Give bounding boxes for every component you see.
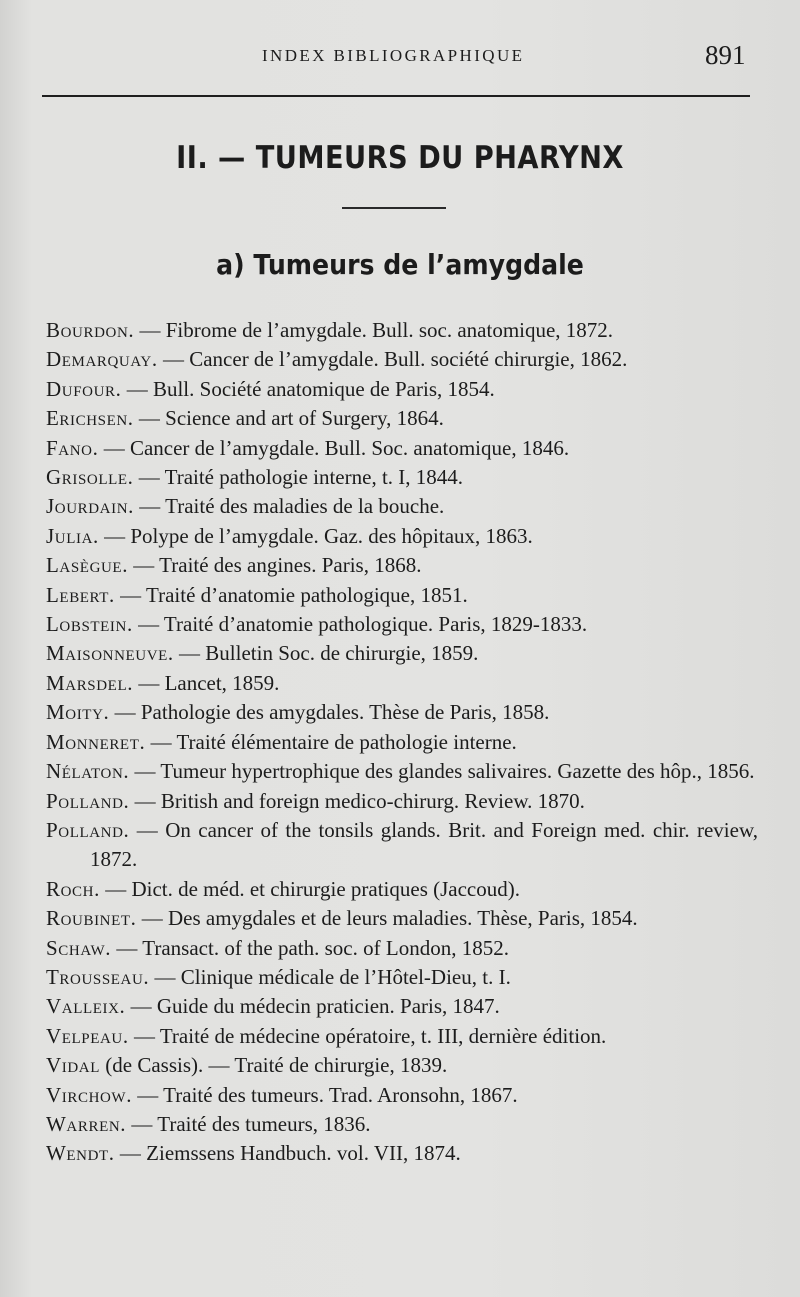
title-divider bbox=[342, 207, 446, 209]
entry-text: — Transact. of the path. soc. of London, 1852. bbox=[111, 935, 509, 960]
entry-text: (de Cassis). — Traité de chirurgie, 1839. bbox=[100, 1053, 448, 1078]
bibliography-entry bbox=[46, 728, 758, 757]
entry-text: — Traité des tumeurs. Trad. Aronsohn, 1867. bbox=[132, 1082, 518, 1107]
bibliography-entry bbox=[46, 992, 758, 1021]
entry-author: Lobstein. bbox=[46, 612, 133, 637]
entry-text: — Bull. Société anatomique de Paris, 1854. bbox=[121, 376, 495, 401]
header-rule bbox=[42, 95, 750, 97]
entry-author: Maisonneuve. bbox=[46, 641, 174, 666]
bibliography-entry bbox=[46, 316, 758, 345]
entry-author: Schaw. bbox=[46, 935, 112, 960]
entry-text: — Cancer de l’amygdale. Bull. Soc. anatomique, 1846. bbox=[98, 435, 570, 460]
bibliography-entry bbox=[46, 816, 758, 875]
entry-author: Fano. bbox=[46, 435, 99, 460]
entry-author: Valleix. bbox=[46, 994, 126, 1019]
entry-text: — Traité pathologie interne, t. I, 1844. bbox=[133, 465, 464, 490]
entry-text: — On cancer of the tonsils glands. Brit. and Foreign med. chir. review, 1872. bbox=[90, 817, 758, 872]
bibliography-entry bbox=[46, 581, 758, 610]
entry-author: Marsdel. bbox=[46, 670, 134, 695]
entry-author: Trousseau. bbox=[46, 964, 150, 989]
entry-author: Vidal bbox=[46, 1053, 100, 1078]
entry-author: Monneret. bbox=[46, 729, 146, 754]
running-title: INDEX BIBLIOGRAPHIQUE bbox=[262, 46, 525, 65]
entry-author: Lasègue. bbox=[46, 553, 129, 578]
bibliography-entry bbox=[46, 492, 758, 521]
bibliography-entry bbox=[46, 1051, 758, 1080]
entry-author: Polland. bbox=[46, 817, 130, 842]
entry-text: — Bulletin Soc. de chirurgie, 1859. bbox=[173, 641, 479, 666]
bibliography-entry bbox=[46, 698, 758, 727]
bibliography-entry bbox=[46, 1110, 758, 1139]
entry-author: Wendt. bbox=[46, 1141, 115, 1166]
bibliography-entry bbox=[46, 669, 758, 698]
bibliography-entry bbox=[46, 934, 758, 963]
bibliography-entry bbox=[46, 639, 758, 668]
entry-author: Polland. bbox=[46, 788, 130, 813]
entry-author: Dufour. bbox=[46, 376, 122, 401]
bibliography-entry bbox=[46, 1081, 758, 1110]
entry-text: — Ziemssens Handbuch. vol. VII, 1874. bbox=[114, 1141, 461, 1166]
entry-author: Moity. bbox=[46, 700, 110, 725]
entry-author: Virchow. bbox=[46, 1082, 133, 1107]
entry-author: Grisolle. bbox=[46, 465, 134, 490]
bibliography-entry bbox=[46, 463, 758, 492]
entry-text: — Tumeur hypertrophique des glandes salivaires. Gazette des hôp., 1856. bbox=[129, 759, 755, 784]
entry-author: Julia. bbox=[46, 523, 99, 548]
entry-text: — Dict. de méd. et chirurgie pratiques (Jaccoud). bbox=[99, 876, 520, 901]
entry-author: Roch. bbox=[46, 876, 100, 901]
bibliography-entry bbox=[46, 757, 758, 786]
entry-author: Velpeau. bbox=[46, 1023, 129, 1048]
bibliography-entry bbox=[46, 875, 758, 904]
entry-author: Bourdon. bbox=[46, 318, 135, 342]
bibliography-entry bbox=[46, 963, 758, 992]
bibliography-entry bbox=[46, 1022, 758, 1051]
bibliography-entry bbox=[46, 375, 758, 404]
entry-text: — Traité d’anatomie pathologique, 1851. bbox=[114, 582, 468, 607]
page-number: 891 bbox=[705, 40, 746, 70]
bibliography-entry bbox=[46, 345, 758, 374]
bibliography-entry bbox=[46, 1139, 758, 1168]
entry-author: Jourdain. bbox=[46, 494, 134, 519]
bibliography-entry bbox=[46, 787, 758, 816]
entry-text: — Guide du médecin praticien. Paris, 1847. bbox=[125, 994, 500, 1019]
entry-text: — British and foreign medico-chirurg. Review. 1870. bbox=[129, 788, 585, 813]
bibliography-list bbox=[46, 316, 758, 1169]
bibliography-entry bbox=[46, 522, 758, 551]
entry-text: — Des amygdales et de leurs maladies. Thèse, Paris, 1854. bbox=[136, 906, 638, 931]
entry-author: Demarquay. bbox=[46, 347, 158, 372]
entry-text: — Traité des tumeurs, 1836. bbox=[126, 1111, 371, 1136]
entry-author: Warren. bbox=[46, 1111, 127, 1136]
bibliography-entry bbox=[46, 404, 758, 433]
entry-text: — Traité élémentaire de pathologie interne. bbox=[145, 729, 517, 754]
bibliography-entry bbox=[46, 904, 758, 933]
entry-author: Roubinet. bbox=[46, 906, 137, 931]
section-title: II. — TUMEURS DU PHARYNX bbox=[176, 140, 624, 176]
entry-text: — Fibrome de l’amygdale. Bull. soc. anatomique, 1872. bbox=[134, 318, 614, 342]
entry-text: — Polype de l’amygdale. Gaz. des hôpitaux, 1863. bbox=[98, 523, 533, 548]
entry-author: Nélaton. bbox=[46, 759, 130, 784]
entry-text: — Cancer de l’amygdale. Bull. société chirurgie, 1862. bbox=[157, 347, 628, 372]
entry-author: Erichsen. bbox=[46, 406, 134, 431]
entry-text: — Traité d’anatomie pathologique. Paris, 1829-1833. bbox=[132, 612, 588, 637]
running-header bbox=[0, 40, 800, 80]
entry-text: — Traité de médecine opératoire, t. III, dernière édition. bbox=[128, 1023, 607, 1048]
subsection-title: a) Tumeurs de l’amygdale bbox=[216, 248, 584, 281]
entry-text: — Pathologie des amygdales. Thèse de Paris, 1858. bbox=[109, 700, 550, 725]
entry-text: — Traité des angines. Paris, 1868. bbox=[128, 553, 422, 578]
bibliography-entry bbox=[46, 551, 758, 580]
bibliography-entry bbox=[46, 610, 758, 639]
entry-author: Lebert. bbox=[46, 582, 115, 607]
entry-text: — Clinique médicale de l’Hôtel-Dieu, t. I. bbox=[149, 964, 511, 989]
entry-text: — Science and art of Surgery, 1864. bbox=[133, 406, 444, 431]
bibliography-entry bbox=[46, 434, 758, 463]
entry-text: — Traité des maladies de la bouche. bbox=[134, 494, 445, 519]
entry-text: — Lancet, 1859. bbox=[133, 670, 280, 695]
